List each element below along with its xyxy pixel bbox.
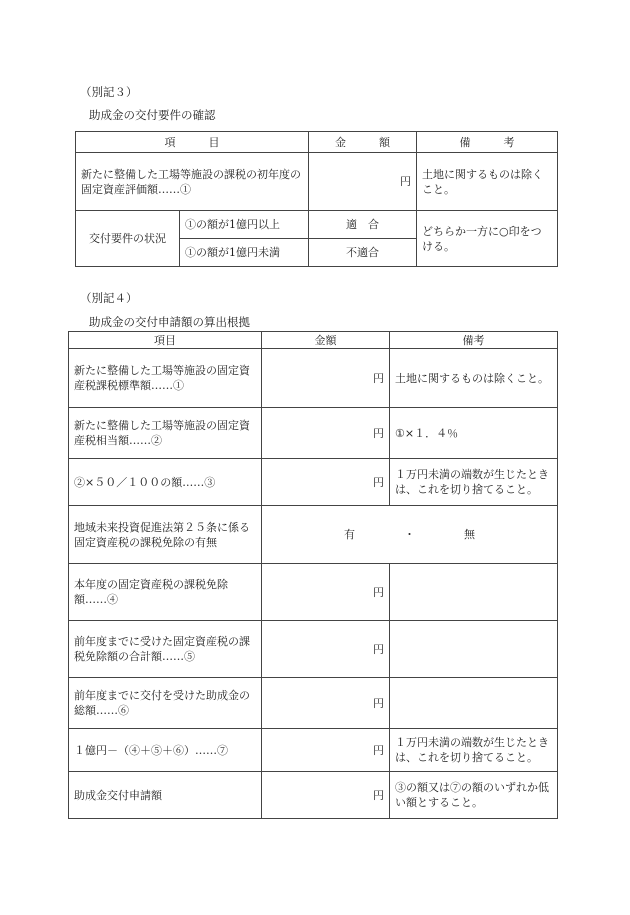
header-amount: 金額 [262,332,390,349]
table-row-remark [390,564,558,621]
table-row-item: 新たに整備した工場等施設の固定資産税課税標準額……① [69,349,262,408]
table-row-remark: 土地に関するものは除くこと。 [390,349,558,408]
header-remarks: 備考 [390,332,558,349]
table-row-remark [390,621,558,678]
section3-label: （別記３） [80,85,138,99]
table-row-remark: ①×１．４％ [390,408,558,459]
table-row-item: 助成金交付申請額 [69,772,262,819]
condition-over-100m: ①の額が1億円以上 [180,211,309,239]
amount-input[interactable] [262,678,390,729]
table-row-item: 新たに整備した工場等施設の固定資産税相当額……② [69,408,262,459]
result-ineligible[interactable]: 不適合 [309,239,417,267]
table-row-item: 本年度の固定資産税の課税免除額……④ [69,564,262,621]
requirement-remark: どちらか一方に○印をつける。 [417,211,558,267]
amount-input[interactable] [262,621,390,678]
choice-separator: ・ [404,528,415,541]
choice-yes[interactable]: 有 [344,528,355,541]
exemption-choice[interactable] [262,506,558,564]
yen-unit: 円 [373,743,384,757]
table-row-item: ②×５０／１００の額……③ [69,459,262,506]
header-item: 項目 [69,332,262,349]
amount-input-assessment[interactable] [309,153,417,211]
amount-input[interactable] [262,408,390,459]
header-item: 項 目 [76,132,309,153]
header-remarks: 備 考 [417,132,558,153]
table-row-item: 前年度までに交付を受けた助成金の総額……⑥ [69,678,262,729]
condition-under-100m: ①の額が1億円未満 [180,239,309,267]
yen-unit: 円 [373,788,384,802]
requirements-table [75,131,558,267]
calculation-table [68,331,558,819]
yen-unit: 円 [373,642,384,656]
amount-input[interactable] [262,349,390,408]
table-row-item: 前年度までに受けた固定資産税の課税免除額の合計額……⑤ [69,621,262,678]
amount-input[interactable] [262,459,390,506]
yen-unit: 円 [373,696,384,710]
amount-input[interactable] [262,729,390,772]
yen-unit: 円 [373,475,384,489]
amount-input[interactable] [262,772,390,819]
yen-unit: 円 [400,175,411,188]
row-initial-assessment-item: 新たに整備した工場等施設の課税の初年度の固定資産評価額……① [76,153,309,211]
result-eligible[interactable]: 適 合 [309,211,417,239]
table-row-remark [390,678,558,729]
yen-unit: 円 [373,585,384,599]
yen-unit: 円 [373,426,384,440]
table-row-remark: １万円未満の端数が生じたときは、これを切り捨てること。 [390,729,558,772]
yen-unit: 円 [373,371,384,385]
remark-land-excluded: 土地に関するものは除くこと。 [417,153,558,211]
table-row-item: 地域未来投資促進法第２５条に係る固定資産税の課税免除の有無 [69,506,262,564]
choice-no[interactable]: 無 [464,528,475,541]
section4-title: 助成金の交付申請額の算出根拠 [89,315,250,329]
table-row-remark: １万円未満の端数が生じたときは、これを切り捨てること。 [390,459,558,506]
header-amount: 金 額 [309,132,417,153]
requirement-status-label: 交付要件の状況 [76,211,180,267]
amount-input[interactable] [262,564,390,621]
section4-label: （別記４） [80,291,138,305]
table-row-remark: ③の額又は⑦の額のいずれか低い額とすること。 [390,772,558,819]
table-row-item: １億円－（④＋⑤＋⑥）……⑦ [69,729,262,772]
section3-title: 助成金の交付要件の確認 [89,108,216,122]
